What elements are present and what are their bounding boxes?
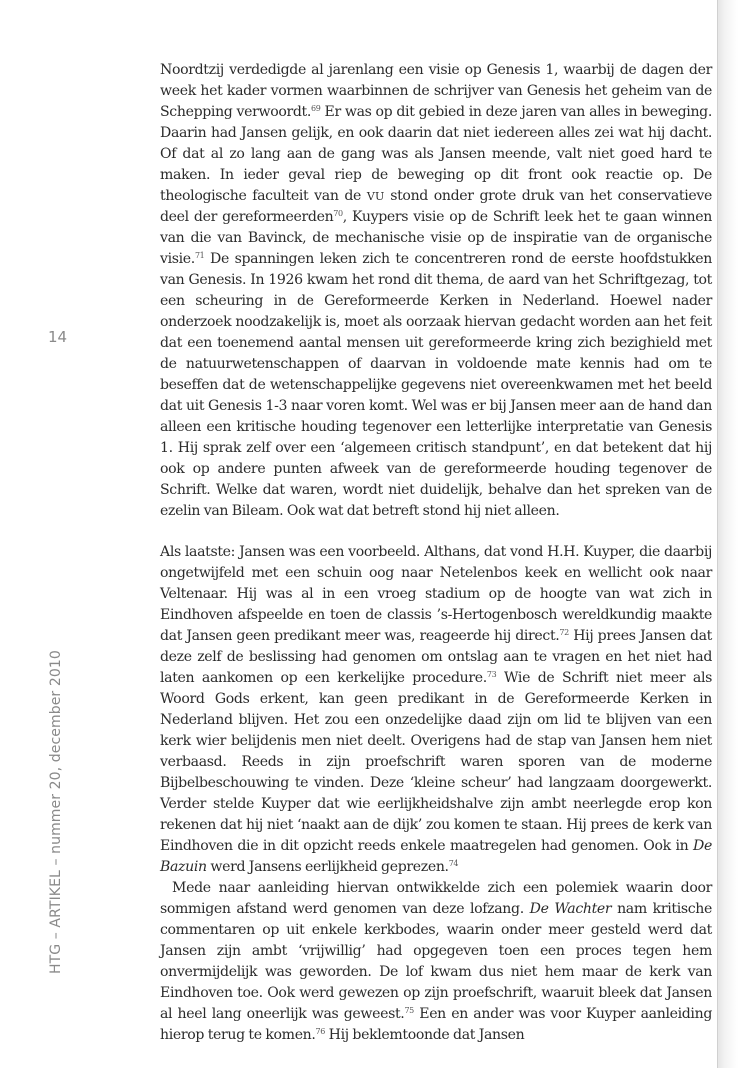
text-run: werd Jansens eerlijkheid geprezen.	[206, 859, 449, 875]
italic-title: De Bazuin	[160, 838, 712, 875]
text-run: Noordtzij verdedigde al jarenlang een visie op Genesis 1, waarbij de dagen der week het kader vormen waarbinnen de schrijver van Genesis het geheim van de Schepping verwoordt.	[160, 62, 712, 120]
footnote-ref: 72	[559, 628, 569, 637]
italic-title: De Wachter	[529, 901, 612, 917]
footnote-ref: 73	[486, 670, 497, 679]
text-run: Hij prees Jansen dat deze zelf de beslissing had genomen om ontslag aan te vragen en het niet had laten aankomen op een kerkelijke procedure.	[160, 628, 712, 686]
footnote-ref: 75	[404, 1006, 414, 1015]
page-number: 14	[48, 328, 68, 346]
footnote-ref: 71	[194, 251, 205, 260]
running-head: HTG – ARTIKEL – nummer 20, december 2010	[48, 650, 64, 974]
article-body	[160, 60, 712, 1046]
page-edge	[717, 0, 738, 1068]
paragraph	[160, 542, 712, 878]
footnote-ref: 70	[333, 209, 343, 218]
text-run: nam kritische commentaren op uit enkele kerkbodes, waarin onder meer gesteld werd dat Jansen zijn ambt ‘vrijwillig’ had opgegeven toen een proces tegen hem onvermijdelijk was geworden. De lof kwam dus niet hem maar de kerk van Eindhoven toe. Ook werd gewezen op zijn proefschrift, waaruit bleek dat Jansen al heel lang oneerlijk was geweest.	[160, 901, 712, 1022]
text-run: stond onder grote druk van het conservatieve deel der gereformeerden	[160, 188, 712, 225]
footnote-ref: 76	[315, 1027, 326, 1036]
text-run: Mede naar aanleiding hiervan ontwikkelde zich een polemiek waarin door sommigen afstand werd genomen van deze lofzang.	[160, 880, 712, 917]
text-run: , Kuypers visie op de Schrift leek het te gaan winnen van die van Bavinck, de mechanische visie op de inspiratie van de organische visie.	[160, 209, 712, 267]
text-run: Hij beklemtoonde dat Jansen	[325, 1027, 525, 1043]
text-run: Er was op dit gebied in deze jaren van alles in beweging. Daarin had Jansen gelijk, en ook daarin dat niet iedereen alles zei wat hij dacht. Of dat al zo lang aan de gang was als Jansen meende, valt niet goed hard te maken. In ieder geval riep de beweging op dit front ook reactie op. De theologische faculteit van de	[160, 104, 712, 204]
text-run: Wie de Schrift niet meer als Woord Gods erkent, kan geen predikant in de Gereformeerde Kerken in Nederland blijven. Het zou een onzedelijke daad zijn om lid te blijven van een kerk wier belijdenis men niet deelt. Overigens had de stap van Jansen hem niet verbaasd. Reeds in zijn proefschrift waren sporen van de moderne Bijbelbeschouwing te vinden. Deze ‘kleine scheur’ had langzaam doorgewerkt. Verder stelde Kuyper dat wie eerlijkheidshalve zijn ambt neerlegde erop kon rekenen dat hij niet ‘naakt aan de dijk’ zou komen te staan. Hij prees de kerk van Eindhoven die in dit opzicht reeds enkele maatregelen had genomen. Ook in	[160, 670, 712, 854]
paragraph	[160, 878, 712, 1046]
text-run: De spanningen leken zich te concentreren rond de eerste hoofdstukken van Genesis. In 1926 kwam het rond dit thema, de aard van het Schriftgezag, tot een scheuring in de Gereformeerde Kerken in Nederland. Hoewel nader onderzoek noodzakelijk is, moet als oorzaak hiervan gedacht worden aan het feit dat een toenemend aantal mensen uit gereformeerde kring zich bezighield met de natuurwetenschappen of daarvan in voldoende mate kennis had om te beseffen dat de wetenschappelijke gegevens niet overeenkwamen met het beeld dat uit Genesis 1-3 naar voren komt. Wel was er bij Jansen meer aan de hand dan alleen een kritische houding tegenover een letterlijke interpretatie van Genesis 1. Hij sprak zelf over een ‘algemeen critisch standpunt’, en dat betekent dat hij ook op andere punten afweek van de gereformeerde houding tegenover de Schrift. Welke dat waren, wordt niet duidelijk, behalve dan het spreken van de ezelin van Bileam. Ook wat dat betreft stond hij niet alleen.	[160, 251, 712, 519]
text-run: Een en ander was voor Kuyper aanleiding hierop terug te komen.	[160, 1006, 712, 1043]
text-run: Als laatste: Jansen was een voorbeeld. Althans, dat vond H.H. Kuyper, die daarbij ongetwijfeld met een schuin oog naar Netelenbos keek en wellicht ook naar Veltenaar. Hij was al in een vroeg stadium op de hoogte van wat zich in Eindhoven afspeelde en toen de classis ’s-Hertogenbosch wereldkundig maakte dat Jansen geen predikant meer was, reageerde hij direct.	[160, 544, 712, 644]
footnote-ref: 74	[448, 859, 459, 868]
paragraph	[160, 60, 712, 522]
footnote-ref: 69	[310, 104, 321, 113]
small-caps-text: VU	[366, 190, 385, 203]
